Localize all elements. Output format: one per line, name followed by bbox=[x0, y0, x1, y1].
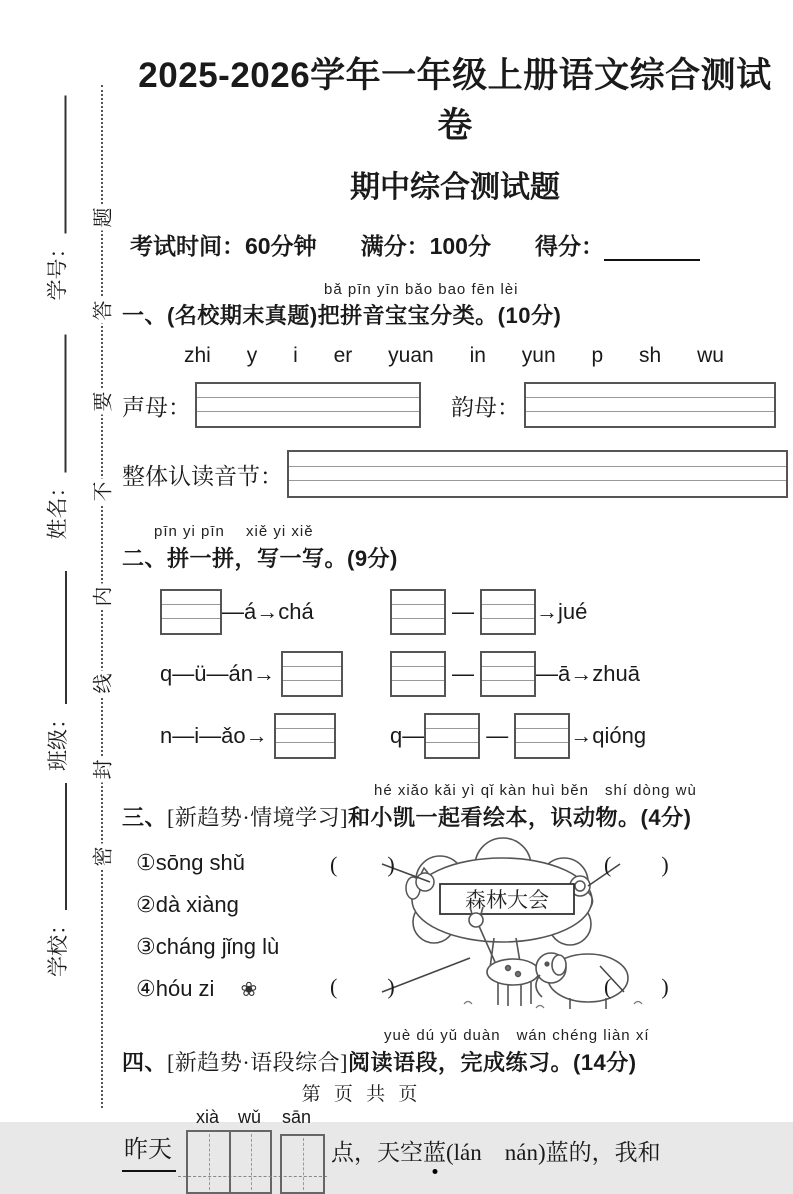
flower-icon: ❀ bbox=[240, 978, 258, 1001]
box-pinyin: wǔ bbox=[237, 1107, 261, 1127]
exam-time-label: 考试时间：60分钟 bbox=[130, 233, 317, 259]
forest-illustration bbox=[318, 840, 788, 1012]
exam-info-row bbox=[122, 228, 788, 261]
pinyin-item: yun bbox=[521, 344, 556, 367]
pinyin-item: wu bbox=[697, 344, 724, 367]
section3-number: 三、 bbox=[122, 805, 168, 830]
spelling-text: →qióng bbox=[570, 723, 647, 748]
spelling-text: —ā→zhuā bbox=[536, 661, 640, 686]
character-answer-box[interactable] bbox=[188, 1132, 229, 1192]
spelling-answer-box[interactable] bbox=[390, 589, 446, 635]
section2-heading: 二、拼一拼，写一写。(9分) bbox=[122, 546, 398, 571]
spelling-text: n—i—ǎo→ bbox=[160, 723, 268, 748]
pinyin-item: y bbox=[246, 344, 258, 367]
seal-char: 要 bbox=[87, 389, 116, 415]
school-label: 学校： bbox=[47, 914, 70, 977]
spelling-row bbox=[122, 713, 788, 759]
class-blank[interactable] bbox=[65, 571, 67, 704]
seal-char: 题 bbox=[87, 205, 116, 231]
spelling-text: — bbox=[486, 723, 509, 748]
seal-char: 不 bbox=[87, 479, 116, 505]
seal-char: 内 bbox=[87, 584, 116, 610]
seal-char: 密 bbox=[87, 844, 116, 870]
section3-text: 和小凯一起看绘本，识动物。(4分) bbox=[348, 805, 692, 830]
spelling-text: q— bbox=[390, 723, 425, 748]
section1-heading: 一、(名校期末真题)把拼音宝宝分类。(10分) bbox=[122, 303, 562, 328]
shengmu-answer-box[interactable] bbox=[195, 382, 421, 428]
section4-pinyin: yuè dú yǔ duàn wán chéng liàn xí bbox=[384, 1027, 650, 1044]
spelling-answer-box[interactable] bbox=[514, 713, 570, 759]
list-item bbox=[136, 976, 318, 1002]
section3-heading bbox=[122, 801, 788, 832]
banner-text: 森林大会 bbox=[465, 888, 549, 912]
list-item bbox=[136, 892, 318, 918]
list-item bbox=[136, 850, 318, 876]
section4-text: 阅读语段，完成练习。(14分) bbox=[348, 1050, 637, 1075]
page-footer: 第 页 共 页 bbox=[301, 1084, 422, 1105]
section4-tag: [新趋势·语段综合] bbox=[167, 1050, 348, 1075]
spelling-answer-box[interactable] bbox=[274, 713, 336, 759]
list-item bbox=[136, 934, 318, 960]
zhengti-answer-box[interactable] bbox=[287, 450, 788, 498]
spelling-text: — bbox=[452, 661, 474, 686]
spelling-answer-box[interactable] bbox=[480, 589, 536, 635]
yunmu-label: 韵母： bbox=[451, 394, 520, 420]
character-box-row bbox=[186, 1130, 325, 1194]
section3-pinyin: hé xiǎo kǎi yì qǐ kàn huì běn shí dòng wù bbox=[374, 782, 697, 799]
pinyin-item-list bbox=[184, 344, 724, 368]
full-score-label: 满分：100分 bbox=[360, 233, 491, 259]
name-label: 姓名： bbox=[46, 476, 70, 540]
class-label: 班级： bbox=[47, 708, 70, 771]
pinyin-item: i bbox=[293, 344, 298, 367]
passage-text-part: (lán nán)蓝的，我和 bbox=[446, 1140, 661, 1165]
student-id-label: 学号： bbox=[46, 237, 70, 301]
seal-char: 线 bbox=[87, 671, 116, 697]
character-box-pinyins bbox=[186, 1107, 325, 1128]
answer-parens[interactable]: ( ) bbox=[330, 852, 397, 877]
page-title: 2025-2026学年一年级上册语文综合测试卷 bbox=[138, 56, 772, 145]
page-subtitle: 期中综合测试题 bbox=[350, 171, 560, 204]
spelling-row bbox=[122, 651, 788, 697]
spelling-text: q—ü—án→ bbox=[160, 661, 275, 686]
animal-word-list bbox=[122, 840, 318, 1018]
passage-emphasized-char: 蓝 bbox=[423, 1140, 446, 1165]
pinyin-item: yuan bbox=[388, 344, 434, 367]
zhengti-label: 整体认读音节： bbox=[122, 463, 283, 489]
student-id-blank[interactable] bbox=[65, 96, 67, 234]
section1-pinyin: bǎ pīn yīn bǎo bao fēn lèi bbox=[324, 281, 519, 298]
spelling-text: →jué bbox=[536, 599, 588, 624]
animal-word: ②dà xiàng bbox=[136, 892, 239, 917]
spelling-row bbox=[122, 589, 788, 635]
section4-heading bbox=[122, 1046, 788, 1077]
seal-char: 封 bbox=[87, 757, 116, 783]
name-field bbox=[44, 335, 72, 540]
spelling-answer-box[interactable] bbox=[480, 651, 536, 697]
school-field bbox=[44, 783, 72, 977]
shengmu-label: 声母： bbox=[122, 394, 191, 420]
spelling-answer-box[interactable] bbox=[390, 651, 446, 697]
name-blank[interactable] bbox=[65, 335, 67, 473]
student-id-field bbox=[44, 96, 72, 301]
spelling-text: — bbox=[452, 599, 474, 624]
pinyin-item: sh bbox=[639, 344, 662, 367]
section4-number: 四、 bbox=[122, 1050, 168, 1075]
class-field bbox=[44, 571, 72, 771]
character-answer-box[interactable] bbox=[280, 1134, 325, 1194]
answer-parens[interactable]: ( ) bbox=[604, 852, 671, 877]
pinyin-item: in bbox=[469, 344, 486, 367]
pinyin-item: zhi bbox=[184, 344, 211, 367]
passage-line bbox=[122, 1107, 788, 1194]
passage-text bbox=[331, 1134, 661, 1167]
passage-text-part: 点，天空 bbox=[331, 1140, 423, 1165]
pinyin-item: er bbox=[333, 344, 353, 367]
yunmu-answer-box[interactable] bbox=[524, 382, 776, 428]
section-3 bbox=[122, 779, 788, 1018]
section2-pinyin: pīn yi pīn xiě yi xiě bbox=[154, 523, 314, 540]
score-blank[interactable] bbox=[604, 235, 700, 261]
spelling-text: —á→chá bbox=[222, 599, 314, 624]
section-4 bbox=[122, 1024, 788, 1194]
section-1 bbox=[122, 281, 788, 498]
spelling-answer-box[interactable] bbox=[281, 651, 343, 697]
animal-word: ③cháng jǐng lù bbox=[136, 934, 280, 959]
answer-parens[interactable]: ( ) bbox=[604, 974, 671, 999]
animal-word: ④hóu zi bbox=[136, 976, 215, 1001]
passage-prefix: 昨天 bbox=[122, 1129, 176, 1172]
animal-word: ①sōng shǔ bbox=[136, 850, 246, 875]
character-answer-box[interactable] bbox=[229, 1132, 270, 1192]
spelling-answer-box[interactable] bbox=[424, 713, 480, 759]
answer-parens[interactable]: ( ) bbox=[330, 974, 397, 999]
section-2 bbox=[122, 520, 788, 759]
school-blank[interactable] bbox=[65, 783, 67, 910]
score-label: 得分： bbox=[534, 233, 604, 259]
main-content bbox=[122, 48, 788, 1194]
box-pinyin: xià bbox=[195, 1107, 219, 1127]
section3-tag: [新趋势·情境学习] bbox=[167, 805, 348, 830]
seal-char: 答 bbox=[87, 298, 116, 324]
pinyin-item: p bbox=[591, 344, 604, 367]
spelling-answer-box[interactable] bbox=[160, 589, 222, 635]
box-pinyin: sān bbox=[281, 1107, 312, 1127]
